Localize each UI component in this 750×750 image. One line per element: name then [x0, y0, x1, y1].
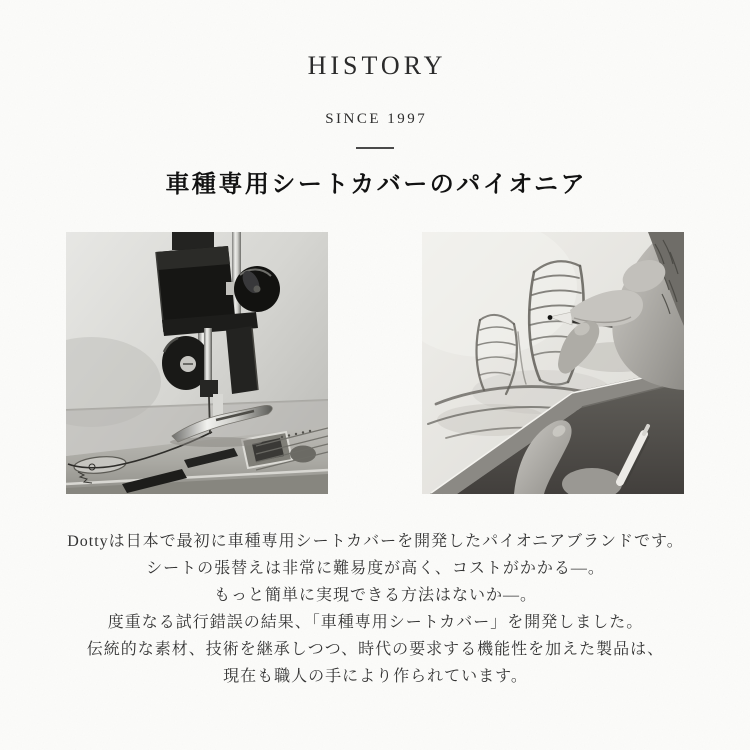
section-heading: 車種専用シートカバーのパイオニア	[165, 172, 588, 198]
description-paragraph	[66, 528, 684, 690]
section-title: HISTORY	[307, 51, 447, 80]
section-subtitle: SINCE 1997	[325, 111, 428, 127]
description-line: もっと簡単に実現できる方法はないか―。	[213, 587, 537, 604]
divider-line	[356, 147, 394, 149]
description-line: 度重なる試行錯誤の結果、「車種専用シートカバー」を開発しました。	[107, 614, 644, 631]
description-line: 現在も職人の手により作られています。	[223, 668, 528, 685]
description-line: シートの張替えは非常に難易度が高く、コストがかかる―。	[146, 560, 605, 577]
photo-design-sketch	[422, 232, 684, 494]
description-line: Dottyは日本で最初に車種専用シートカバーを開発したパイオニアブランドです。	[67, 533, 684, 550]
design-sketch-image	[422, 232, 684, 494]
photo-sewing-machine	[66, 232, 328, 494]
sewing-machine-image	[66, 232, 328, 494]
description-line: 伝統的な素材、技術を継承しつつ、時代の要求する機能性を加えた製品は、	[86, 641, 665, 658]
photo-row	[66, 232, 684, 494]
